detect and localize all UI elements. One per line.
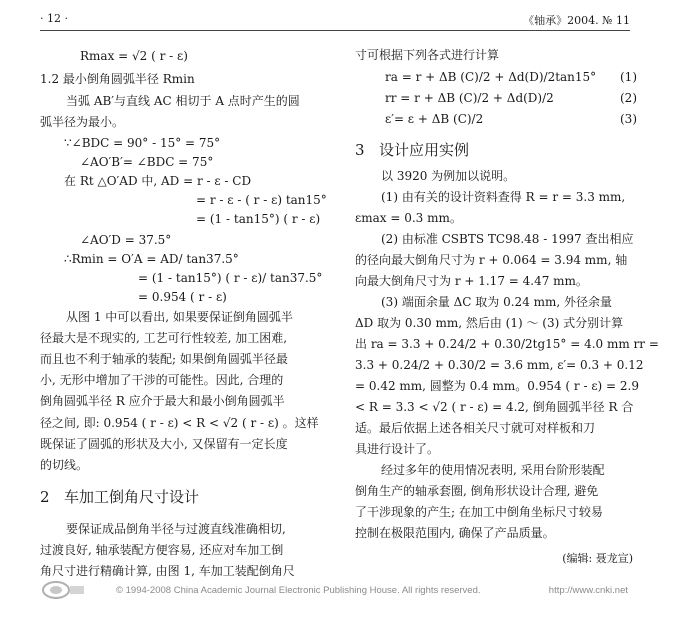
section-number: 2 [40, 488, 50, 506]
text-line: 弧半径为最小。 [40, 115, 125, 129]
paragraph-line: 从图 1 中可以看出, 如果要保证倒角圆弧半 [66, 310, 293, 324]
equation-3: ε′= ε + ΔB (C)/2 [385, 112, 484, 126]
equation-1: ra = r + ΔB (C)/2 + Δd(D)/2tan15° [385, 70, 597, 84]
paragraph-line: 了干涉现象的产生; 在加工中倒角坐标尺寸较易 [355, 505, 603, 519]
equation-number: (3) [620, 112, 637, 126]
copyright-notice: © 1994-2008 China Academic Journal Electronic Publishing House. All rights reserved. [116, 585, 481, 596]
page-footer [40, 580, 630, 602]
paragraph-line: 倒角生产的轴承套圈, 倒角形状设计合理, 避免 [355, 484, 599, 498]
paragraph-line: 的径向最大倒角尺寸为 r + 0.064 = 3.94 mm, 轴 [355, 253, 628, 267]
paragraph-line: (1) 由有关的设计资料查得 R = r = 3.3 mm, [381, 190, 626, 204]
text-line: 寸可根据下列各式进行计算 [355, 48, 500, 62]
section-heading-3 [355, 141, 469, 159]
paragraph-line: 经过多年的使用情况表明, 采用台阶形装配 [381, 463, 605, 477]
derivation-line: = (1 - tan15°) ( r - ε)/ tan37.5° [138, 271, 323, 285]
paragraph-line: 出 ra = 3.3 + 0.24/2 + 0.30/2tg15° = 4.0 mm rr = [355, 337, 659, 351]
section-title: 设计应用实例 [379, 141, 470, 159]
page-number: · 12 · [40, 12, 68, 25]
paragraph-line: 要保证成品倒角半径与过渡直线准确相切, [66, 522, 286, 536]
derivation-line: 在 Rt △O′AD 中, AD = r - ε - CD [64, 174, 252, 188]
derivation-line: ∠AO′B′= ∠BDC = 75° [80, 155, 214, 169]
paragraph-line: εmax = 0.3 mm。 [355, 211, 462, 225]
section-title: 车加工倒角尺寸设计 [64, 488, 200, 506]
paragraph-line: < R = 3.3 < √2 ( r - ε) = 4.2, 倒角圆弧半径 R 合 [355, 400, 634, 414]
paragraph-line: 过渡良好, 轴承装配方便容易, 还应对车加工倒 [40, 543, 284, 557]
derivation-line: ∴Rmin = O′A = AD/ tan37.5° [64, 252, 239, 266]
paragraph-line: 倒角圆弧半径 R 应介于最大和最小倒角圆弧半 [40, 394, 285, 408]
paragraph-line: (3) 端面余量 ΔC 取为 0.24 mm, 外径余量 [381, 295, 613, 309]
footer-url: http://www.cnki.net [548, 585, 628, 596]
paragraph-line: 角尺寸进行精确计算, 由图 1, 车加工装配倒角尺 [40, 564, 295, 578]
paragraph-line: 的切线。 [40, 458, 89, 472]
derivation-line: = r - ε - ( r - ε) tan15° [196, 193, 327, 207]
paragraph-line: 径之间, 即: 0.954 ( r - ε) < R < √2 ( r - ε) 。这样 [40, 416, 319, 430]
text-line: 当弧 AB′与直线 AC 相切于 A 点时产生的圆 [66, 94, 300, 108]
equation-number: (2) [620, 91, 637, 105]
subsection-heading-1-2: 1.2 最小倒角圆弧半径 Rmin [40, 72, 195, 86]
paragraph-line: 既保证了圆弧的形状及大小, 又保留有一定长度 [40, 437, 288, 451]
paragraph-line: 适。最后依据上述各相关尺寸就可对样板和刀 [355, 421, 596, 435]
equation-number: (1) [620, 70, 637, 84]
paragraph-line: 以 3920 为例加以说明。 [381, 169, 516, 183]
paragraph-line: 小, 无形中增加了干涉的可能性。因此, 合理的 [40, 373, 284, 387]
header-rule [40, 30, 630, 31]
editor-credit: (编辑: 聂龙宣) [562, 552, 633, 565]
cnki-logo-icon [40, 580, 86, 600]
section-number: 3 [355, 141, 365, 159]
paragraph-line: 控制在极限范围内, 确保了产品质量。 [355, 526, 555, 540]
equation-2: rr = r + ΔB (C)/2 + Δd(D)/2 [385, 91, 554, 105]
derivation-line: ∵∠BDC = 90° - 15° = 75° [64, 136, 221, 150]
paragraph-line: 3.3 + 0.24/2 + 0.30/2 = 3.6 mm, ε′= 0.3 + 0.12 [355, 358, 644, 372]
paragraph-line: ΔD 取为 0.30 mm, 然后由 (1) ～ (3) 式分别计算 [355, 316, 624, 330]
paragraph-line: (2) 由标准 CSBTS TC98.48 - 1997 查出相应 [381, 232, 634, 246]
paragraph-line: 具进行设计了。 [355, 442, 440, 456]
derivation-line: = (1 - tan15°) ( r - ε) [196, 212, 321, 226]
journal-citation: 《轴承》2004. № 11 [523, 14, 630, 27]
paragraph-line: 向最大倒角尺寸为 r + 1.17 = 4.47 mm。 [355, 274, 588, 288]
section-heading-2 [40, 488, 199, 506]
paragraph-line: = 0.42 mm, 圆整为 0.4 mm。0.954 ( r - ε) = 2.9 [355, 379, 640, 393]
derivation-line: = 0.954 ( r - ε) [138, 290, 227, 304]
derivation-line: ∠AO′D = 37.5° [80, 233, 172, 247]
page-header [40, 10, 630, 30]
paragraph-line: 径最大是不现实的, 工艺可行性较差, 加工困难, [40, 331, 288, 345]
paragraph-line: 而且也不利于轴承的装配; 如果倒角圆弧半径最 [40, 352, 288, 366]
rmax-formula: Rmax = √2 ( r - ε) [80, 49, 188, 63]
